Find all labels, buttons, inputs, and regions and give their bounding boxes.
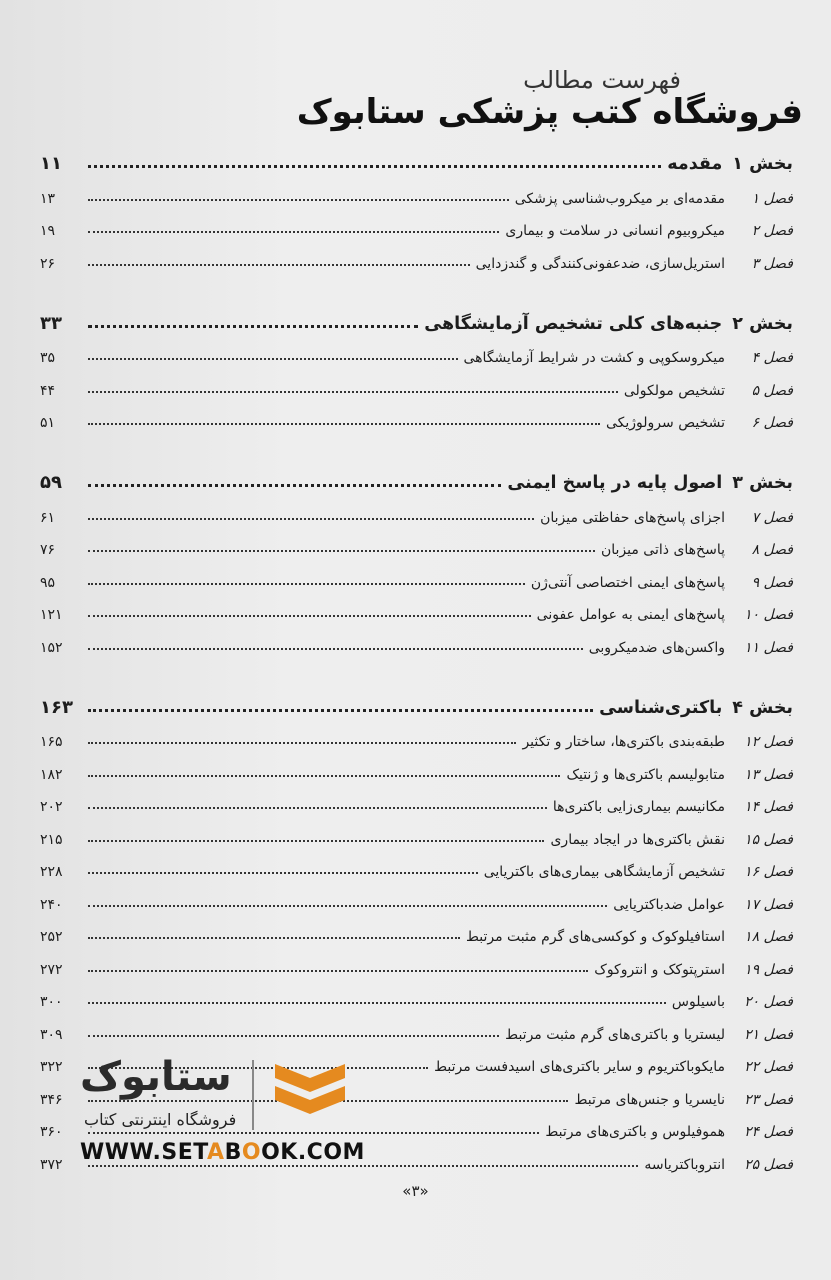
leader-dots: [88, 358, 458, 360]
chapter-page-number: ۲۴۰: [40, 896, 63, 913]
chapter-page-number: ۳۵: [40, 350, 56, 366]
section-label: بخش ۳: [732, 473, 793, 493]
chapter-page-number: ۲۲۸: [40, 864, 63, 880]
chapter-page-number: ۲۷۲: [40, 961, 63, 978]
chapter-title: نایسریا و جنس‌های مرتبط: [574, 1091, 725, 1108]
chapter-label: فصل ۱۴: [744, 799, 793, 815]
leader-dots: [88, 484, 501, 487]
leader-dots: [88, 709, 593, 712]
chapter-page-number: ۲۰۲: [40, 799, 63, 815]
chapter-page-number: ۳۲۲: [40, 1059, 63, 1075]
chapter-row: [40, 174, 793, 207]
chapter-title: نقش باکتری‌ها در ایجاد بیماری: [550, 831, 725, 848]
url-accent-2: O: [241, 1140, 262, 1165]
chapter-title: استافیلوکوک و کوکسی‌های گرم مثبت مرتبط: [465, 929, 725, 945]
chapter-row: [40, 1010, 793, 1043]
chapter-row: [40, 239, 793, 272]
chapter-row: [40, 207, 793, 240]
section-heading-row: [40, 300, 793, 334]
chapter-row: [40, 978, 793, 1011]
chapter-title: باسیلوس: [671, 994, 725, 1010]
section-title: باکتری‌شناسی: [599, 697, 723, 718]
watermark-divider: [252, 1060, 254, 1130]
chapter-label: فصل ۲۵: [744, 1156, 793, 1173]
table-of-contents: [40, 140, 793, 1201]
url-part-2: B: [224, 1140, 242, 1165]
store-title: فروشگاه کتب پزشکی ستابوک: [296, 92, 803, 132]
chapter-row: [40, 880, 793, 913]
chapter-row: [40, 493, 793, 526]
chapter-title: مقدمه‌ای بر میکروب‌شناسی پزشکی: [514, 190, 725, 207]
watermark: [60, 1052, 390, 1165]
chapter-label: فصل ۲۳: [744, 1091, 793, 1108]
chapter-title: پاسخ‌های ایمنی به عوامل عفونی: [536, 607, 725, 623]
chapter-label: فصل ۲: [751, 223, 793, 239]
chapter-page-number: ۳۰۰: [40, 994, 63, 1010]
page-number: «۳»: [402, 1182, 429, 1200]
chapter-label: فصل ۸: [751, 542, 793, 558]
chapter-row: [40, 558, 793, 591]
watermark-logo-text: ستابوک: [80, 1054, 232, 1100]
chapter-title: استرپتوکک و انتروکوک: [594, 961, 725, 978]
chapter-row: [40, 718, 793, 751]
chapter-label: فصل ۵: [751, 382, 793, 399]
url-accent-1: A: [207, 1140, 225, 1165]
leader-dots: [88, 391, 618, 393]
chapter-label: فصل ۲۲: [744, 1059, 793, 1075]
chapter-title: انتروباکتریاسه: [644, 1156, 725, 1173]
chapter-label: فصل ۱۳: [744, 766, 793, 783]
leader-dots: [88, 325, 418, 328]
chapter-page-number: ۱۵۲: [40, 639, 63, 656]
chapter-row: [40, 526, 793, 559]
leader-dots: [88, 970, 588, 972]
chapter-label: فصل ۱۲: [744, 734, 793, 750]
chapter-row: [40, 750, 793, 783]
leader-dots: [88, 231, 499, 233]
toc-section: [40, 300, 793, 432]
section-heading-row: [40, 459, 793, 493]
leader-dots: [88, 199, 509, 201]
leader-dots: [88, 264, 470, 266]
chapter-title: اجزای پاسخ‌های حفاظتی میزبان: [540, 509, 725, 526]
chapter-label: فصل ۷: [751, 509, 793, 526]
chapter-title: تشخیص سرولوژیکی: [605, 415, 725, 431]
leader-dots: [88, 775, 560, 777]
url-part-1: WWW.SET: [80, 1140, 208, 1165]
section-page-number: ۱۶۳: [40, 696, 73, 718]
chapter-page-number: ۳۶۰: [40, 1124, 63, 1140]
section-title: اصول پایه در پاسخ ایمنی: [507, 473, 723, 493]
chapter-title: پاسخ‌های ایمنی اختصاصی آنتی‌ژن: [530, 574, 725, 591]
leader-dots: [88, 423, 600, 425]
chapter-row: [40, 848, 793, 881]
watermark-url[interactable]: [80, 1140, 365, 1165]
watermark-subtitle: فروشگاه اینترنتی کتاب: [84, 1110, 237, 1129]
chapter-row: [40, 334, 793, 367]
toc-section: [40, 140, 793, 272]
chapter-title: مکانیسم بیماری‌زایی باکتری‌ها: [552, 799, 725, 815]
leader-dots: [88, 583, 525, 585]
leader-dots: [88, 550, 595, 552]
chapter-label: فصل ۱۰: [744, 607, 793, 623]
section-heading-row: [40, 684, 793, 718]
chapter-title: تشخیص مولکولی: [623, 382, 725, 399]
leader-dots: [88, 648, 583, 650]
chapter-title: پاسخ‌های ذاتی میزبان: [600, 542, 725, 558]
chapter-label: فصل ۱۷: [744, 896, 793, 913]
chapter-label: فصل ۱۸: [744, 929, 793, 945]
section-page-number: ۳۳: [40, 312, 62, 334]
chapter-page-number: ۲۶: [40, 255, 56, 272]
chapter-row: [40, 945, 793, 978]
leader-dots: [88, 1035, 499, 1037]
chapter-page-number: ۶۱: [40, 509, 56, 526]
leader-dots: [88, 615, 531, 617]
chapter-page-number: ۱۸۲: [40, 766, 63, 783]
chapter-label: فصل ۱۵: [744, 831, 793, 848]
chapter-page-number: ۱۹: [40, 223, 56, 239]
chapter-label: فصل ۲۱: [744, 1026, 793, 1043]
leader-dots: [88, 840, 544, 842]
chapter-label: فصل ۲۴: [744, 1124, 793, 1140]
chapter-page-number: ۳۰۹: [40, 1026, 63, 1043]
leader-dots: [88, 165, 661, 168]
chapter-page-number: ۹۵: [40, 574, 56, 591]
section-page-number: ۱۱: [40, 153, 62, 174]
leader-dots: [88, 1002, 666, 1004]
section-heading-row: [40, 140, 793, 174]
chapter-title: میکروسکوپی و کشت در شرایط آزمایشگاهی: [463, 350, 725, 366]
chapter-label: فصل ۱۱: [744, 639, 793, 656]
chapter-title: طبقه‌بندی باکتری‌ها، ساختار و تکثیر: [522, 734, 725, 750]
chapter-row: [40, 623, 793, 656]
chapter-row: [40, 591, 793, 624]
chapter-page-number: ۱۲۱: [40, 607, 63, 623]
leader-dots: [88, 937, 460, 939]
chapter-label: فصل ۴: [751, 350, 793, 366]
chapter-label: فصل ۹: [751, 574, 793, 591]
chapter-page-number: ۴۴: [40, 382, 56, 399]
chapter-label: فصل ۲۰: [744, 994, 793, 1010]
chapter-page-number: ۱۶۵: [40, 734, 63, 750]
section-page-number: ۵۹: [40, 472, 62, 493]
chapter-row: [40, 913, 793, 946]
leader-dots: [88, 872, 478, 874]
toc-section: [40, 459, 793, 656]
leader-dots: [88, 807, 547, 809]
chapter-page-number: ۷۶: [40, 542, 56, 558]
section-title: مقدمه: [667, 154, 723, 174]
url-part-3: OK.COM: [261, 1140, 365, 1165]
chapter-page-number: ۳۴۶: [40, 1091, 63, 1108]
chapter-title: تشخیص آزمایشگاهی بیماری‌های باکتریایی: [483, 864, 725, 880]
chapter-page-number: ۲۱۵: [40, 831, 63, 848]
chapter-title: متابولیسم باکتری‌ها و ژنتیک: [566, 766, 725, 783]
chapter-title: مایکوباکتریوم و سایر باکتری‌های اسیدفست مرتبط: [434, 1059, 725, 1075]
chapter-label: فصل ۱: [751, 190, 793, 207]
chapter-row: [40, 815, 793, 848]
leader-dots: [88, 905, 607, 907]
chapter-label: فصل ۱۹: [744, 961, 793, 978]
chapter-page-number: ۱۳: [40, 190, 56, 207]
section-label: بخش ۴: [732, 697, 793, 718]
section-label: بخش ۱: [732, 154, 793, 174]
chapter-title: واکسن‌های ضدمیکروبی: [588, 639, 725, 656]
chapter-page-number: ۳۷۲: [40, 1156, 63, 1173]
chapter-page-number: ۲۵۲: [40, 929, 63, 945]
chapter-title: استریل‌سازی، ضدعفونی‌کنندگی و گندزدایی: [475, 255, 725, 272]
toc-heading: فهرست مطالب: [523, 66, 681, 94]
chapter-title: عوامل ضدباکتریایی: [613, 896, 725, 913]
section-title: جنبه‌های کلی تشخیص آزمایشگاهی: [424, 313, 723, 334]
chapter-title: هموفیلوس و باکتری‌های مرتبط: [545, 1124, 725, 1140]
chapter-label: فصل ۱۶: [744, 864, 793, 880]
section-label: بخش ۲: [732, 313, 793, 334]
leader-dots: [88, 742, 516, 744]
chapter-row: [40, 783, 793, 816]
chapter-row: [40, 399, 793, 432]
chapter-title: میکروبیوم انسانی در سلامت و بیماری: [505, 223, 725, 239]
chapter-row: [40, 366, 793, 399]
leader-dots: [88, 518, 534, 520]
chapter-title: لیستریا و باکتری‌های گرم مثبت مرتبط: [505, 1026, 725, 1043]
chapter-label: فصل ۶: [751, 415, 793, 431]
chapter-page-number: ۵۱: [40, 415, 56, 431]
chapter-label: فصل ۳: [751, 255, 793, 272]
book-logo-icon: [270, 1056, 350, 1126]
